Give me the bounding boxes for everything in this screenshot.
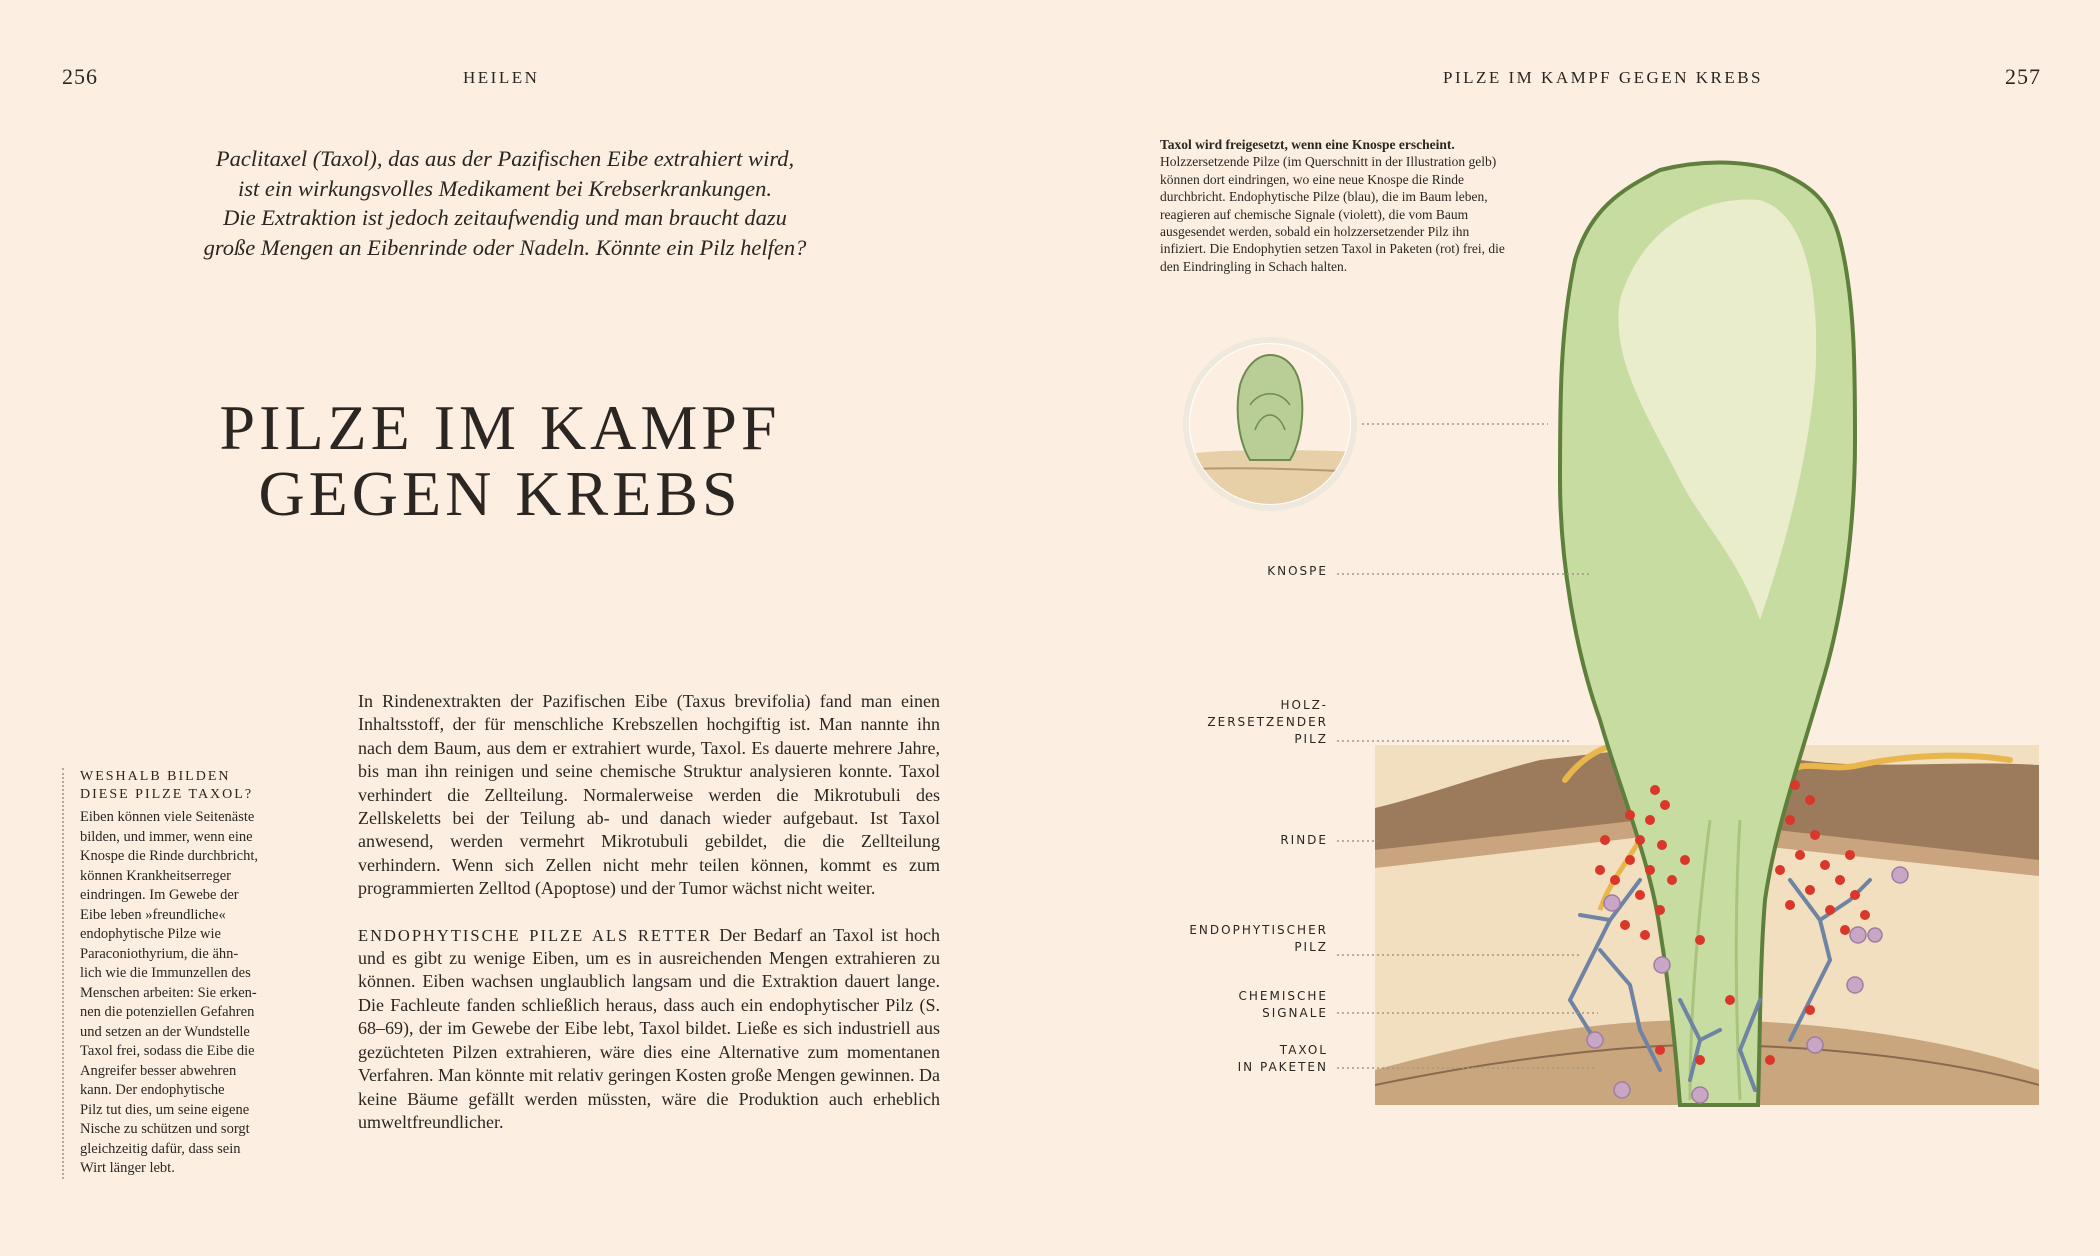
body-paragraph-1: In Rindenextrakten der Pazifischen Eibe (Taxus brevifolia) fand man einen Inhaltsstoff, der für menschliche Krebszellen hochgiftig ist. Man nannte ihn nach dem Baum, aus dem er extrahiert wurde, Taxol. Es dauerte mehrere Jahre, bis man ihn reinigen und seine chemische Struktur analysieren konnte. Taxol verhindert die Zellteilung. Normalerweise werden die Mikrotubuli des Zellskeletts bei der Teilung ab- und danach wieder aufgebaut. Ist Taxol anwesend, werden vermehrt Mikrotubuli gebildet, die die Zellteilung verhindern. Wenn sich Zellen nicht mehr teilen können, kommt es zum programmierten Zelltod (Apoptose) und der Tumor wächst nicht weiter. [358, 691, 940, 899]
body-paragraph-2-heading: ENDOPHYTISCHE PILZE ALS RETTER [358, 925, 713, 945]
label-endophytischer-pilz: ENDOPHYTISCHER PILZ [1189, 923, 1328, 954]
title-line-1: PILZE IM KAMPF [219, 392, 781, 463]
label-chemische-signale: CHEMISCHE SIGNALE [1238, 989, 1328, 1020]
running-head-left: HEILEN [463, 68, 540, 87]
intro-line: Paclitaxel (Taxol), das aus der Pazifischen Eibe extrahiert wird, [215, 146, 795, 171]
label-holzzersetzender-pilz: HOLZ- ZERSETZENDER PILZ [1207, 698, 1328, 746]
caption-body: Holzzersetzende Pilze (im Querschnitt in der Illustration gelb) können dort eindringen, wo eine neue Knospe die Rinde durchbricht. Endophytische Pilze (blau), die im Baum leben, reagieren auf chemische Signale (violett), die vom Baum ausgesendet werden, sobald ein holzzersetzender Pilz ihn infiziert. Die Endophytien setzen Taxol in Paketen (rot) frei, die den Eindringling in Schach halten. [1160, 154, 1505, 274]
label-taxol-in-paketen: TAXOL IN PAKETEN [1237, 1043, 1328, 1074]
page-number-left: 256 [62, 64, 98, 89]
sidebar-body: Eiben können viele Seitenäste bilden, und immer, wenn eine Knospe die Rinde durchbricht, können Krankheitserreger eindringen. Im Gewebe der Eibe leben »freundliche« endophytische Pilze wie Paraconiothyrium, die ähn- lich wie die Immunzellen des Menschen arbeiten: Sie erken- nen die potenziellen Gefahren und setzen an der Wundstelle Taxol frei, sodass die Eibe die Angreifer besser abwehren kann. Der endophytische Pilz tut dies, um seine eigene Nische zu schützen und sorgt gleichzeitig dafür, dass sein Wirt länger lebt. [80, 809, 258, 1176]
sidebar-heading: WESHALB BILDEN DIESE PILZE TAXOL? [80, 769, 254, 802]
inset-bud-circle [1180, 338, 1360, 520]
label-knospe: KNOSPE [1267, 564, 1328, 578]
body-paragraph-2-text: Der Bedarf an Taxol ist hoch und es gibt zu wenige Eiben, um es in ausreichenden Mengen extrahieren zu können. Eiben wachsen unglaublich langsam und die Extraktion dauert lange. Die Fachleute fanden schließlich heraus, dass auch ein endophytischer Pilz (S. 68–69), der im Gewebe der Eibe lebt, Taxol bildet. Ließe es sich industriell aus gezüchteten Pilzen extrahieren, wäre dies eine Alternative zum momentanen Verfahren. Man könnte mit relativ geringen Kosten große Mengen gewinnen. Da keine Bäume gefällt werden müssten, wäre die Produktion auch erheblich umweltfreundlicher. [358, 924, 940, 1132]
label-rinde: RINDE [1280, 833, 1328, 847]
intro-line: große Mengen an Eibenrinde oder Nadeln. Könnte ein Pilz helfen? [203, 234, 807, 260]
intro-line: ist ein wirkungsvolles Medikament bei Krebserkrankungen. [237, 175, 773, 201]
page-number-right: 257 [2005, 64, 2041, 89]
running-head-right: PILZE IM KAMPF GEGEN KREBS [1443, 68, 1764, 87]
title-line-2: GEGEN KREBS [258, 458, 742, 529]
intro-line: Die Extraktion ist jedoch zeitaufwendig und man braucht dazu [223, 205, 787, 230]
caption-title: Taxol wird freigesetzt, wenn eine Knospe erscheint. [1160, 137, 1455, 152]
